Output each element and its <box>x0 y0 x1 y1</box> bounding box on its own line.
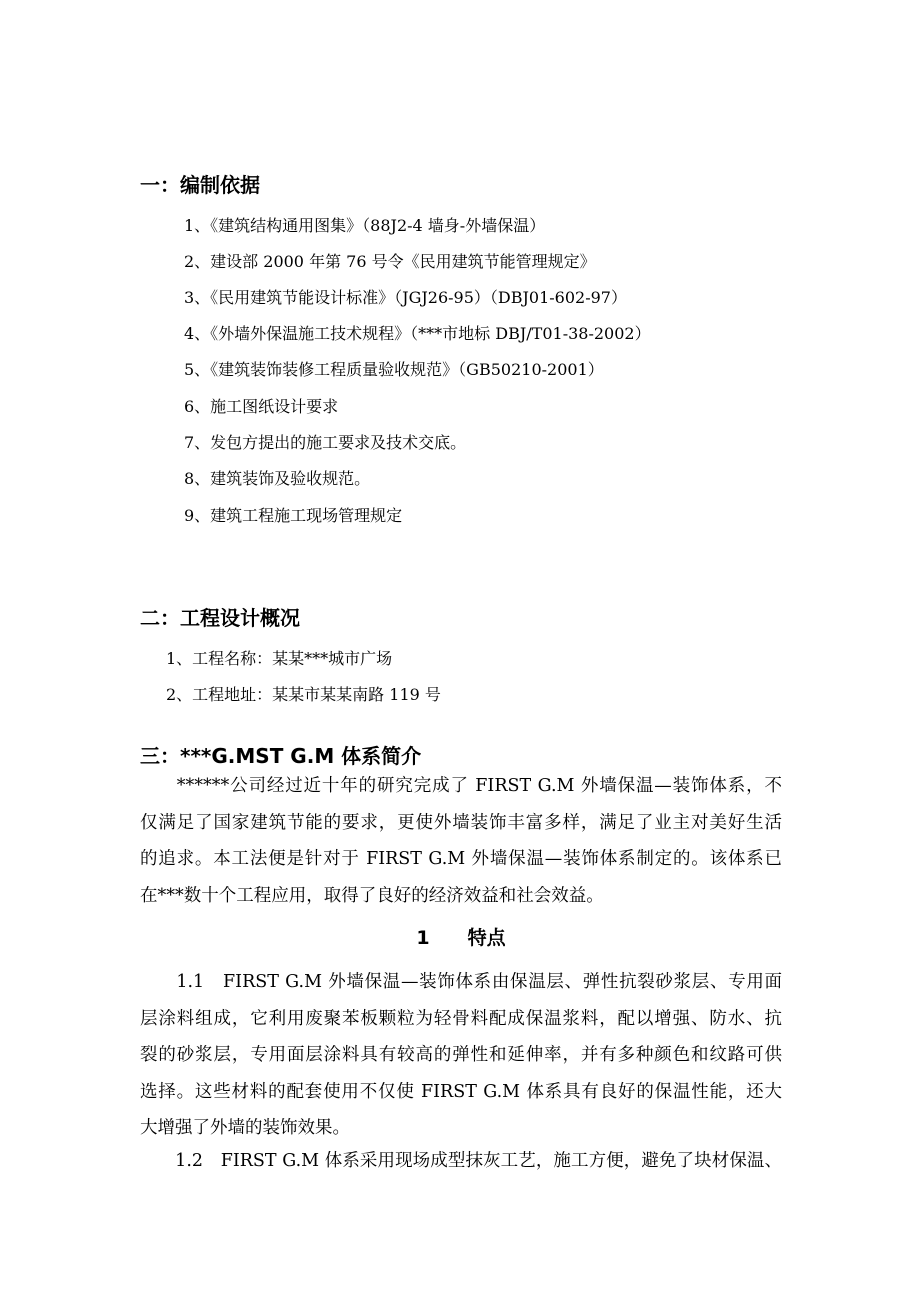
overview-item-address: 2、工程地址：某某市某某南路 119 号 <box>166 685 441 704</box>
feature-paragraph-1-2 <box>140 1143 782 1180</box>
section-heading-overview: 二：工程设计概况 <box>140 606 300 630</box>
basis-item-3: 3、《民用建筑节能设计标准》（JGJ26-95）（DBJ01-602-97） <box>184 288 627 307</box>
feature-paragraph-1-1 <box>140 964 782 1147</box>
section-heading-system: 三：***G.MST G.M 体系简介 <box>140 744 422 768</box>
basis-item-6: 6、施工图纸设计要求 <box>184 397 339 416</box>
basis-item-2: 2、建设部 2000 年第 76 号令《民用建筑节能管理规定》 <box>184 252 596 271</box>
paragraph-line: 层涂料组成，它利用废聚苯板颗粒为轻骨料配成保温浆料，配以增强、防水、抗 <box>140 1008 782 1029</box>
paragraph-line: 1.2 FIRST G.M 体系采用现场成型抹灰工艺，施工方便，避免了块材保温、 <box>140 1151 782 1171</box>
basis-item-1: 1、《建筑结构通用图集》（88J2-4 墙身-外墙保温） <box>184 216 546 235</box>
paragraph-line: 在***数十个工程应用，取得了良好的经济效益和社会效益。 <box>140 885 604 906</box>
paragraph-line: 1.1 FIRST G.M 外墙保温—装饰体系由保温层、弹性抗裂砂浆层、专用面 <box>140 972 782 992</box>
basis-item-9: 9、建筑工程施工现场管理规定 <box>184 506 403 525</box>
paragraph-line: 选择。这些材料的配套使用不仅使 FIRST G.M 体系具有良好的保温性能，还大 <box>140 1081 782 1102</box>
basis-item-8: 8、建筑装饰及验收规范。 <box>184 469 371 488</box>
overview-item-name: 1、工程名称：某某***城市广场 <box>166 649 393 668</box>
paragraph-line: 仅满足了国家建筑节能的要求，更使外墙装饰丰富多样，满足了业主对美好生活 <box>140 812 782 833</box>
subsection-heading-features: 1 特点 <box>416 927 506 949</box>
paragraph-line: 大增强了外墙的装饰效果。 <box>140 1118 350 1139</box>
basis-item-4: 4、《外墙外保温施工技术规程》（***市地标 DBJ/T01-38-2002） <box>184 324 651 343</box>
basis-item-5: 5、《建筑装饰装修工程质量验收规范》（GB50210-2001） <box>184 360 604 379</box>
paragraph-line: 的追求。本工法便是针对于 FIRST G.M 外墙保温—装饰体系制定的。该体系已 <box>140 849 782 870</box>
basis-item-7: 7、发包方提出的施工要求及技术交底。 <box>184 433 467 452</box>
paragraph-line: 裂的砂浆层，专用面层涂料具有较高的弹性和延伸率，并有多种颜色和纹路可供 <box>140 1045 782 1066</box>
paragraph-line: ******公司经过近十年的研究完成了 FIRST G.M 外墙保温—装饰体系，不 <box>140 776 782 796</box>
section-heading-basis: 一：编制依据 <box>140 173 260 197</box>
system-intro-paragraph <box>140 768 782 914</box>
